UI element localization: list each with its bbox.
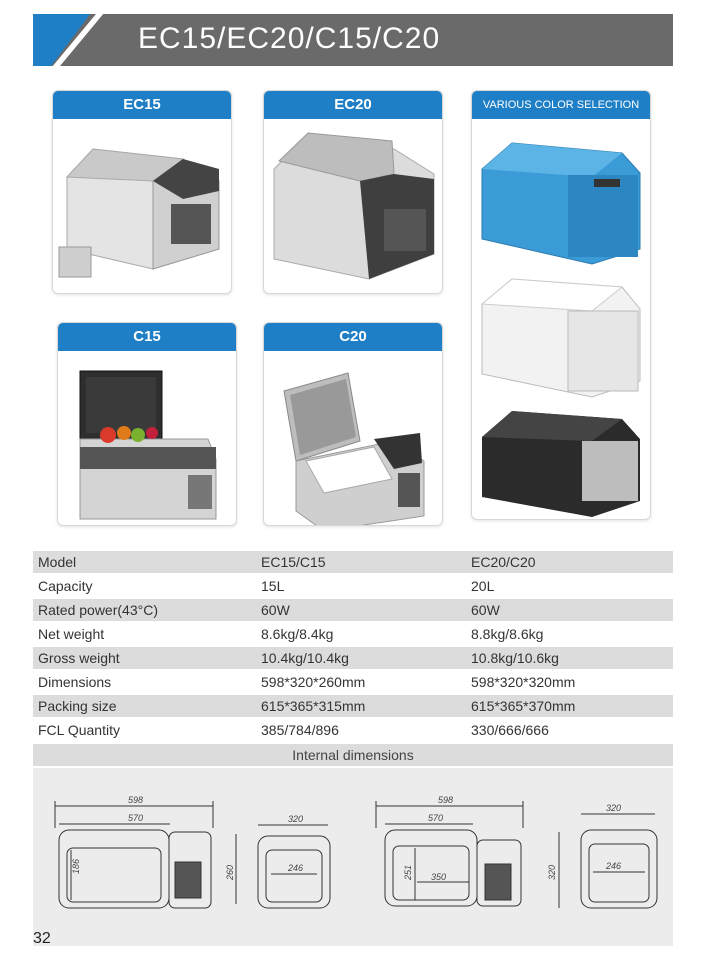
dimension-drawings-svg <box>33 768 673 946</box>
table-cell: 10.8kg/10.6kg <box>466 646 673 670</box>
product-card-c15 <box>57 322 237 526</box>
internal-dimensions-heading: Internal dimensions <box>33 744 673 766</box>
table-cell: 8.8kg/8.6kg <box>466 622 673 646</box>
product-card-colors <box>471 90 651 520</box>
spec-table <box>33 551 673 743</box>
dim-label: 251 <box>403 864 413 880</box>
card-label-c15: C15 <box>58 323 236 351</box>
table-cell: EC15/C15 <box>256 551 466 574</box>
table-cell: FCL Quantity <box>33 718 256 742</box>
table-cell: Capacity <box>33 574 256 598</box>
page-number: 32 <box>33 930 51 947</box>
dim-label: 320 <box>547 864 557 880</box>
table-row <box>33 622 673 646</box>
dim-label: 570 <box>128 813 144 823</box>
dim-label: 350 <box>431 872 447 882</box>
table-row <box>33 598 673 622</box>
dim-label: 570 <box>428 813 444 823</box>
dim-label: 246 <box>288 863 304 873</box>
table-cell: 15L <box>256 574 466 598</box>
table-cell: Packing size <box>33 694 256 718</box>
page-title: EC15/EC20/C15/C20 <box>138 22 441 55</box>
table-cell: 385/784/896 <box>256 718 466 742</box>
table-row <box>33 574 673 598</box>
dim-label: 186 <box>71 858 81 874</box>
card-label-ec15: EC15 <box>53 91 231 119</box>
table-cell: 60W <box>256 598 466 622</box>
table-cell: 10.4kg/10.4kg <box>256 646 466 670</box>
dim-label: 320 <box>288 814 304 824</box>
dim-label: 246 <box>606 861 622 871</box>
page-header <box>33 14 673 66</box>
dim-label: 320 <box>606 803 622 813</box>
table-cell: Gross weight <box>33 646 256 670</box>
table-cell: Net weight <box>33 622 256 646</box>
table-cell: 598*320*260mm <box>256 670 466 694</box>
table-cell: Dimensions <box>33 670 256 694</box>
c15-fridge-image <box>58 351 236 525</box>
table-row <box>33 694 673 718</box>
card-label-ec20: EC20 <box>264 91 442 119</box>
table-cell: 615*365*370mm <box>466 694 673 718</box>
table-row <box>33 718 673 742</box>
product-card-ec15 <box>52 90 232 294</box>
table-cell: Model <box>33 551 256 574</box>
table-cell: 615*365*315mm <box>256 694 466 718</box>
dimension-drawings <box>33 768 673 946</box>
table-row <box>33 670 673 694</box>
table-cell: 20L <box>466 574 673 598</box>
color-variants-image <box>472 119 650 519</box>
ec15-fridge-image <box>53 119 231 293</box>
table-row <box>33 646 673 670</box>
dim-label: 260 <box>225 864 235 880</box>
table-cell: EC20/C20 <box>466 551 673 574</box>
table-cell: 8.6kg/8.4kg <box>256 622 466 646</box>
dim-label: 598 <box>438 795 454 805</box>
c20-fridge-image <box>264 351 442 525</box>
header-accent <box>33 14 115 66</box>
card-label-c20: C20 <box>264 323 442 351</box>
table-cell: 598*320*320mm <box>466 670 673 694</box>
card-label-colors: VARIOUS COLOR SELECTION <box>472 91 650 119</box>
dim-label: 598 <box>128 795 144 805</box>
product-card-ec20 <box>263 90 443 294</box>
product-card-c20 <box>263 322 443 526</box>
ec20-fridge-image <box>264 119 442 293</box>
table-cell: Rated power(43°C) <box>33 598 256 622</box>
table-cell: 60W <box>466 598 673 622</box>
table-row <box>33 551 673 574</box>
table-cell: 330/666/666 <box>466 718 673 742</box>
